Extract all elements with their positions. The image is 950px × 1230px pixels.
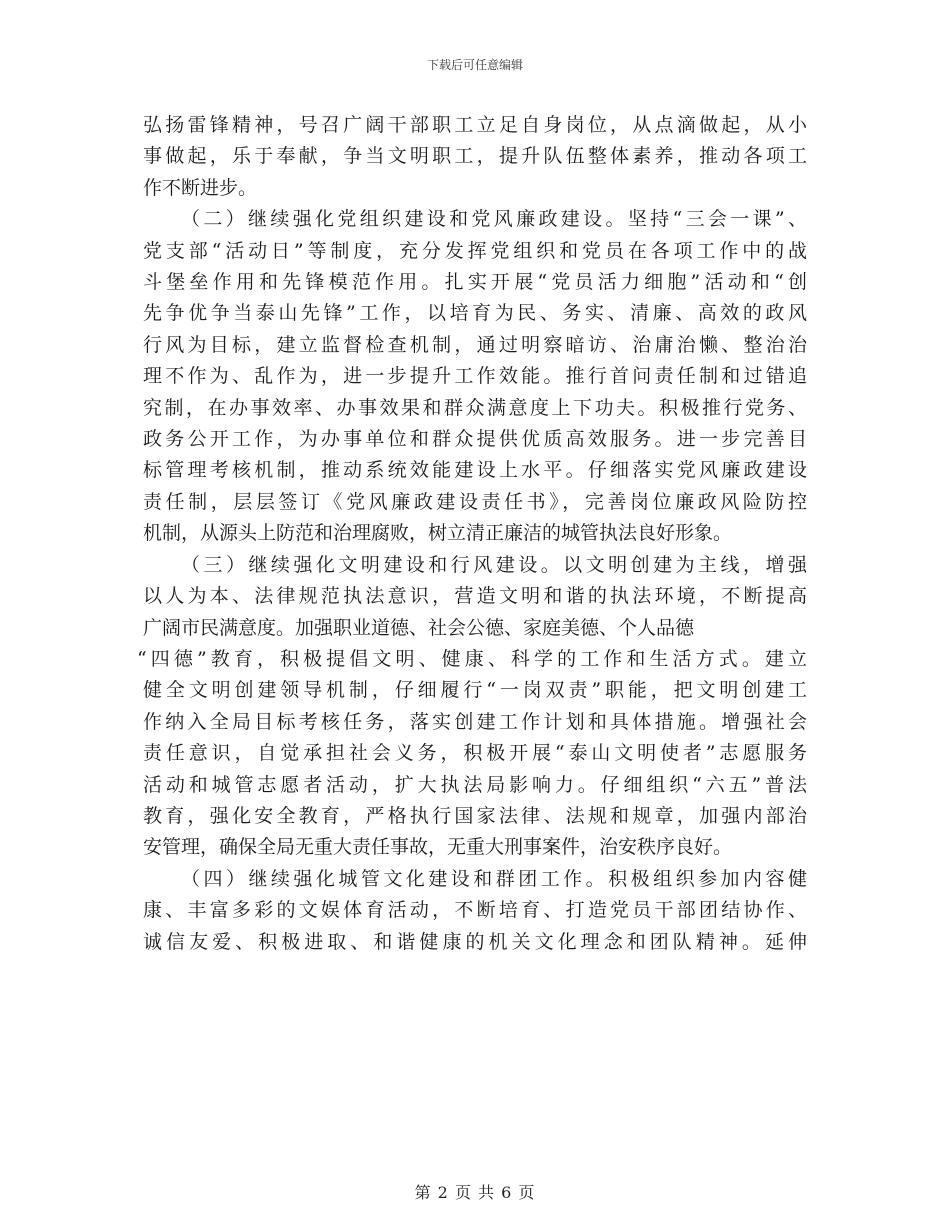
text-line: 行风为目标，建立监督检查机制，通过明察暗访、治庸治懒、整治治 <box>143 333 807 356</box>
text-line: 先争优争当泰山先锋”工作，以培育为民、务实、清廉、高效的政风 <box>143 302 807 325</box>
document-body <box>137 110 807 958</box>
text-line: 政务公开工作，为办事单位和群众提供优质高效服务。进一步完善目 <box>143 428 807 451</box>
text-line: 诚信友爱、积极进取、和谐健康的机关文化理念和团队精神。延伸 <box>143 930 807 953</box>
text-line: 机制，从源头上防范和治理腐败，树立清正廉洁的城管执法良好形象。 <box>143 522 733 545</box>
section-heading-line: （三）继续强化文明建设和行风建设。以文明创建为主线，增强 <box>181 553 807 576</box>
text-line: 安管理，确保全局无重大责任事故，无重大刑事案件，治安秩序良好。 <box>143 836 733 859</box>
text-line: 以人为本、法律规范执法意识，营造文明和谐的执法环境，不断提高 <box>143 585 807 608</box>
text-line: “四德”教育，积极提倡文明、健康、科学的工作和生活方式。建立 <box>137 647 807 670</box>
text-line: 标管理考核机制，推动系统效能建设上水平。仔细落实党风廉政建设 <box>143 459 807 482</box>
page-header-note: 下载后可任意编辑 <box>426 58 523 72</box>
page-number: 第 2 页 共 6 页 <box>414 1183 536 1202</box>
text-line: 广阔市民满意度。加强职业道德、社会公德、家庭美德、个人品德 <box>143 616 695 639</box>
text-line: 作不断进步。 <box>143 176 258 199</box>
text-line: 教育，强化安全教育，严格执行国家法律、法规和规章，加强内部治 <box>143 804 807 827</box>
text-line: 事做起，乐于奉献，争当文明职工，提升队伍整体素养，推动各项工 <box>143 145 807 168</box>
text-line: 作纳入全局目标考核任务，落实创建工作计划和具体措施。增强社会 <box>143 710 807 733</box>
text-line: 斗堡垒作用和先锋模范作用。扎实开展“党员活力细胞”活动和“创 <box>143 271 807 294</box>
text-line: 责任制，层层签订《党风廉政建设责任书》，完善岗位廉政风险防控 <box>143 490 807 513</box>
text-line: 活动和城管志愿者活动，扩大执法局影响力。仔细组织“六五”普法 <box>143 773 807 796</box>
text-line: 究制，在办事效率、办事效果和群众满意度上下功夫。积极推行党务、 <box>143 396 807 419</box>
text-line: 责任意识，自觉承担社会义务，积极开展“泰山文明使者”志愿服务 <box>143 742 807 765</box>
text-line: 党支部“活动日”等制度，充分发挥党组织和党员在各项工作中的战 <box>143 239 807 262</box>
text-line: 弘扬雷锋精神，号召广阔干部职工立足自身岗位，从点滴做起，从小 <box>143 114 807 136</box>
text-line: 理不作为、乱作为，进一步提升工作效能。推行首问责任制和过错追 <box>143 365 807 388</box>
text-line: 健全文明创建领导机制，仔细履行“一岗双责”职能，把文明创建工 <box>143 679 807 702</box>
text-line: 康、丰富多彩的文娱体育活动，不断培育、打造党员干部团结协作、 <box>143 899 807 922</box>
section-heading-line: （四）继续强化城管文化建设和群团工作。积极组织参加内容健 <box>181 867 807 890</box>
section-heading-line: （二）继续强化党组织建设和党风廉政建设。坚持“三会一课”、 <box>181 208 807 231</box>
